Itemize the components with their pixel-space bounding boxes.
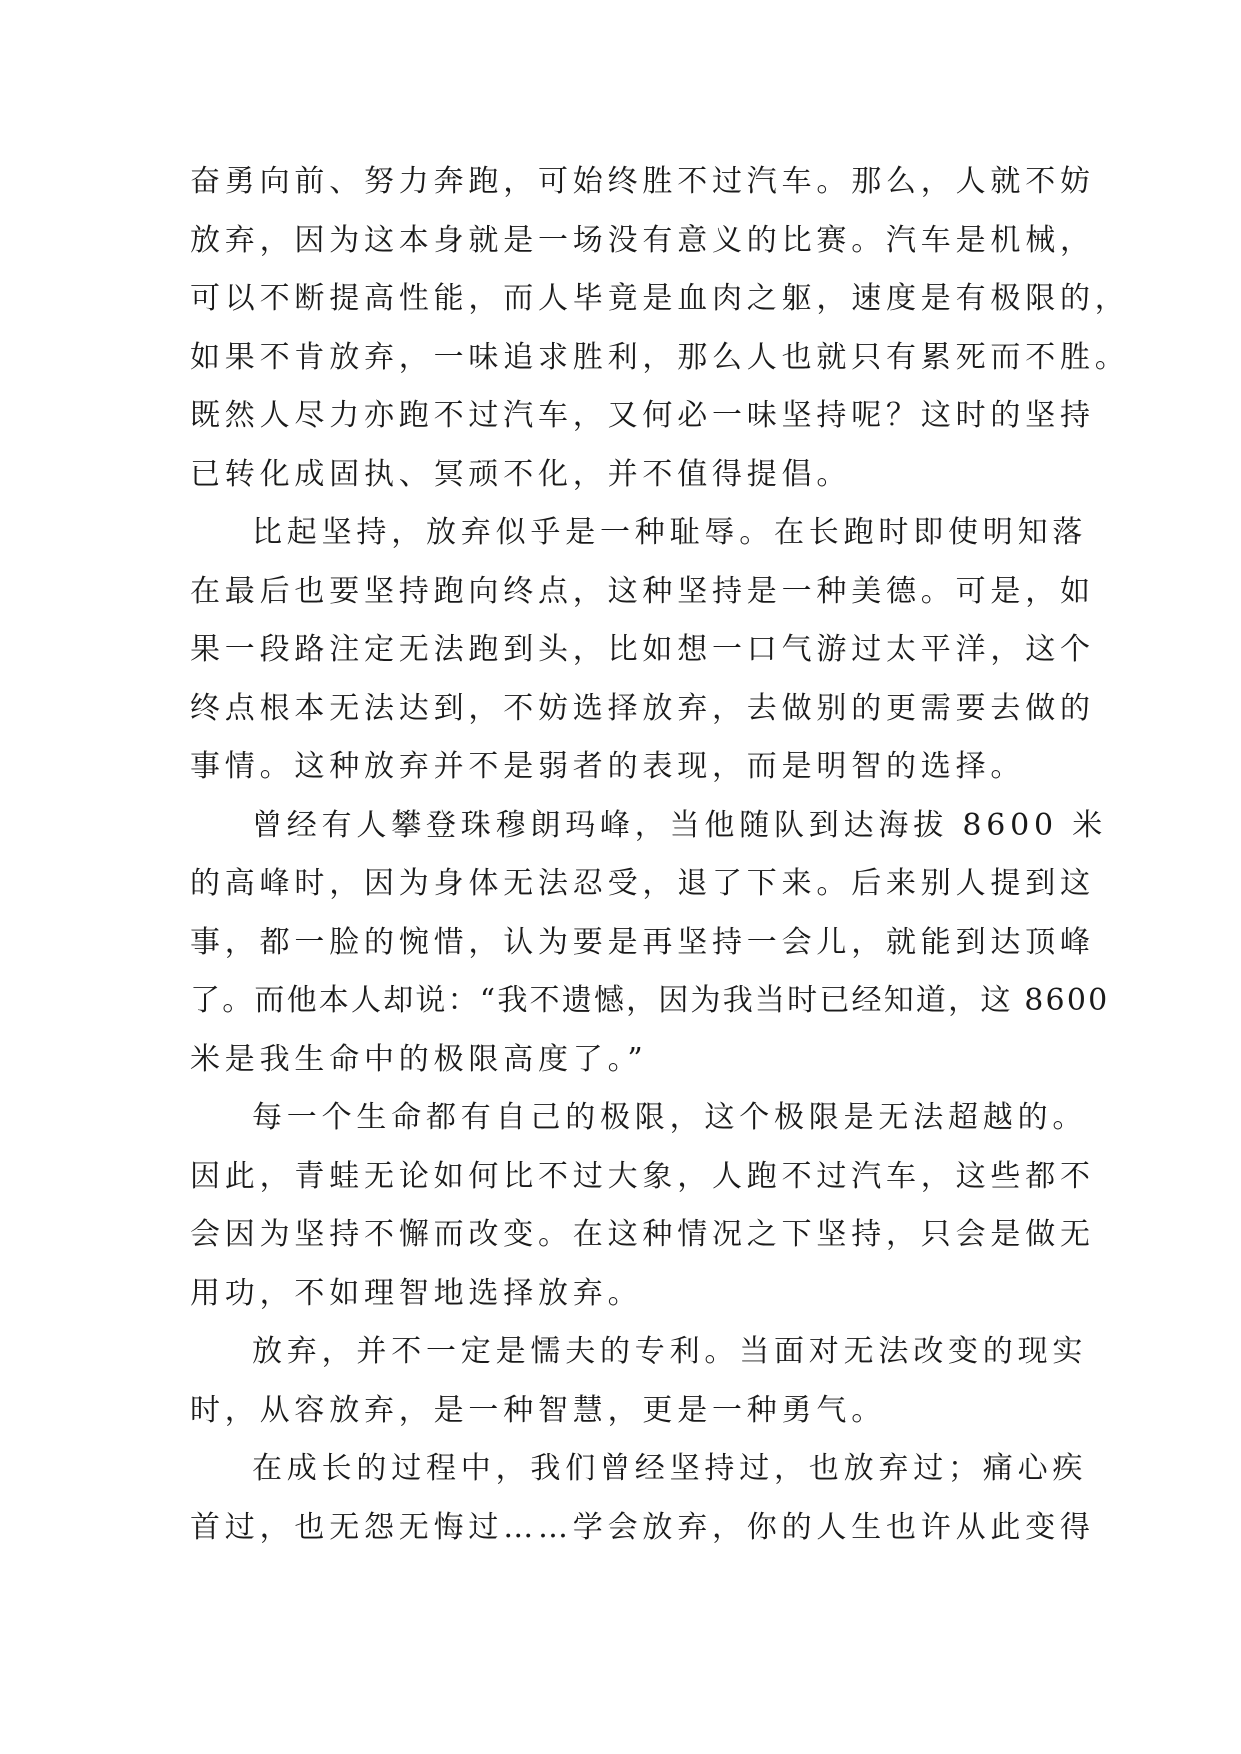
paragraph-first-line: 曾经有人攀登珠穆朗玛峰，当他随队到达海拔 8600 米 xyxy=(252,807,1108,843)
text-line: 米是我生命中的极限高度了。” xyxy=(190,1041,648,1077)
text-line: 会因为坚持不懈而改变。在这种情况之下坚持，只会是做无 xyxy=(190,1217,1095,1252)
text-line: 终点根本无法达到，不妨选择放弃，去做别的更需要去做的 xyxy=(190,690,1095,726)
text-line: 在最后也要坚持跑向终点，这种坚持是一种美德。可是，如 xyxy=(190,573,1095,609)
text-line: 首过，也无怨无悔过……学会放弃，你的人生也许从此变得 xyxy=(190,1509,1095,1545)
text-line: 用功，不如理智地选择放弃。 xyxy=(190,1275,643,1311)
text-line: 如果不肯放弃，一味追求胜利，那么人也就只有累死而不胜。 xyxy=(190,339,1130,375)
paragraph-first-line: 放弃，并不一定是懦夫的专利。当面对无法改变的现实 xyxy=(252,1334,1088,1369)
text-line: 果一段路注定无法跑到头，比如想一口气游过太平洋，这个 xyxy=(190,632,1095,667)
text-line: 事情。这种放弃并不是弱者的表现，而是明智的选择。 xyxy=(190,749,1026,784)
text-line: 事，都一脸的惋惜，认为要是再坚持一会儿，就能到达顶峰 xyxy=(190,924,1095,960)
body-text xyxy=(190,153,1130,1557)
paragraph-first-line: 在成长的过程中，我们曾经坚持过，也放弃过；痛心疾 xyxy=(252,1451,1088,1486)
text-line: 了。而他本人却说：“我不遗憾，因为我当时已经知道，这 8600 xyxy=(190,983,1110,1018)
text-line: 的高峰时，因为身体无法忍受，退了下来。后来别人提到这 xyxy=(190,866,1095,901)
text-line: 已转化成固执、冥顽不化，并不值得提倡。 xyxy=(190,456,852,492)
text-line: 既然人尽力亦跑不过汽车，又何必一味坚持呢？这时的坚持 xyxy=(190,398,1095,433)
text-line: 可以不断提高性能，而人毕竟是血肉之躯，速度是有极限的， xyxy=(190,281,1130,316)
text-line: 奋勇向前、努力奔跑，可始终胜不过汽车。那么，人就不妨 xyxy=(190,164,1095,199)
text-line: 时，从容放弃，是一种智慧，更是一种勇气。 xyxy=(190,1392,886,1428)
text-line: 放弃，因为这本身就是一场没有意义的比赛。汽车是机械， xyxy=(190,222,1095,258)
paragraph-first-line: 每一个生命都有自己的极限，这个极限是无法超越的。 xyxy=(252,1100,1088,1135)
paragraph-first-line: 比起坚持，放弃似乎是一种耻辱。在长跑时即使明知落 xyxy=(252,515,1088,550)
text-line: 因此，青蛙无论如何比不过大象，人跑不过汽车，这些都不 xyxy=(190,1158,1095,1194)
